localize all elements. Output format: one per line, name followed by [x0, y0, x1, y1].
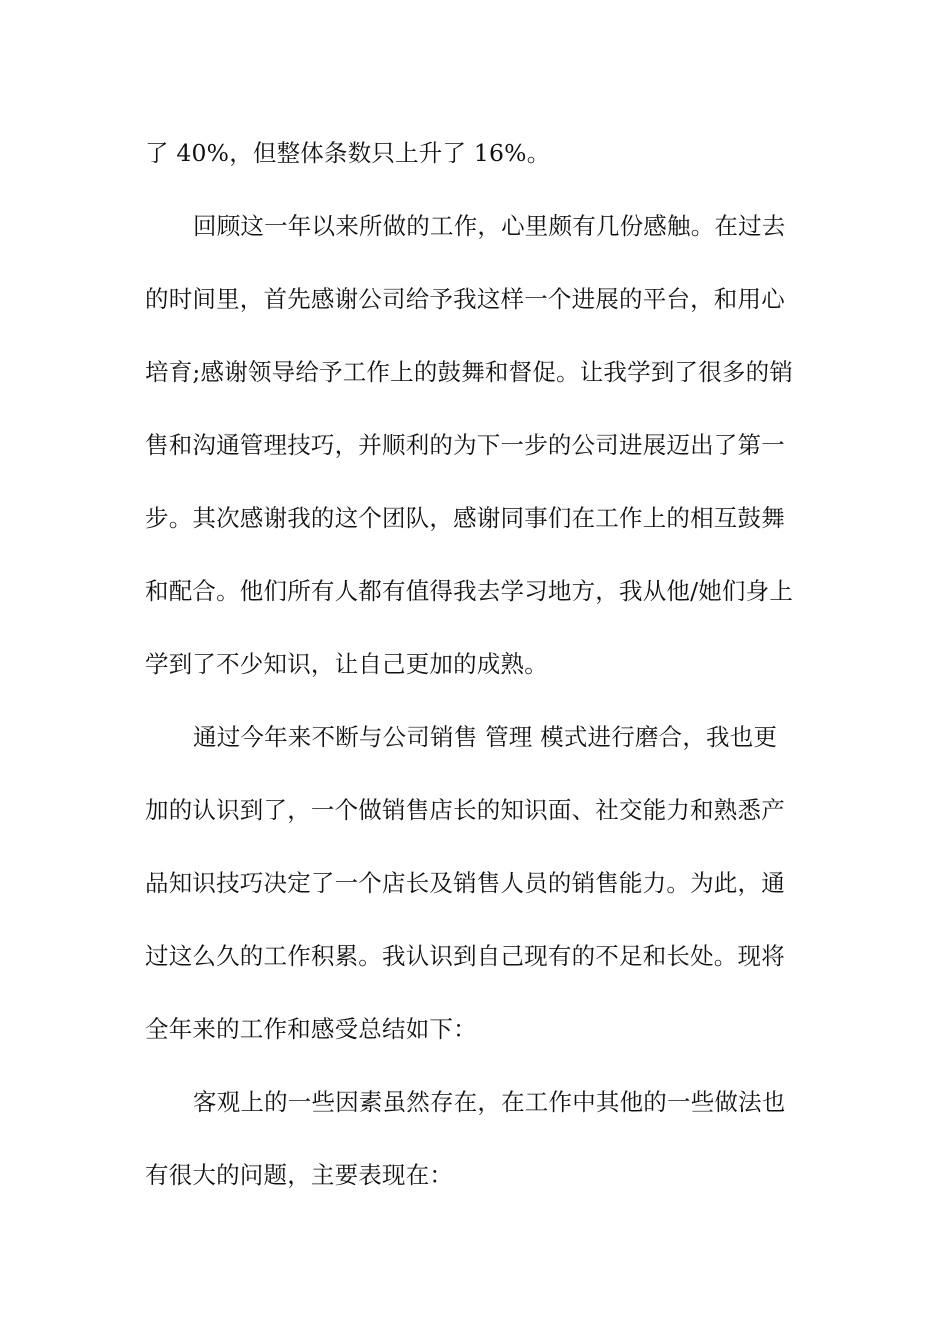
text-line: 的时间里，首先感谢公司给予我这样一个进展的平台，和用心	[145, 285, 785, 313]
paragraph-first-line: 回顾这一年以来所做的工作，心里颇有几份感触。在过去	[193, 212, 786, 240]
text-line: 品知识技巧决定了一个店长及销售人员的销售能力。为此，通	[145, 869, 785, 897]
text-line: 了 40%，但整体条数只上升了 16%。	[145, 139, 551, 167]
text-line: 售和沟通管理技巧，并顺利的为下一步的公司进展迈出了第一	[145, 431, 785, 459]
text-line: 全年来的工作和感受总结如下：	[145, 1015, 477, 1043]
text-line: 过这么久的工作积累。我认识到自己现有的不足和长处。现将	[145, 942, 785, 970]
text-line: 培育;感谢领导给予工作上的鼓舞和督促。让我学到了很多的销	[145, 358, 794, 386]
paragraph-first-line: 通过今年来不断与公司销售 管理 模式进行磨合，我也更	[193, 723, 778, 751]
text-line: 和配合。他们所有人都有值得我去学习地方，我从他/她们身上	[145, 577, 794, 605]
text-line: 有很大的问题，主要表现在：	[145, 1161, 454, 1189]
text-line: 加的认识到了，一个做销售店长的知识面、社交能力和熟悉产	[145, 796, 785, 824]
paragraph-first-line: 客观上的一些因素虽然存在，在工作中其他的一些做法也	[193, 1088, 786, 1116]
text-line: 步。其次感谢我的这个团队，感谢同事们在工作上的相互鼓舞	[145, 504, 785, 532]
text-line: 学到了不少知识，让自己更加的成熟。	[145, 650, 548, 678]
